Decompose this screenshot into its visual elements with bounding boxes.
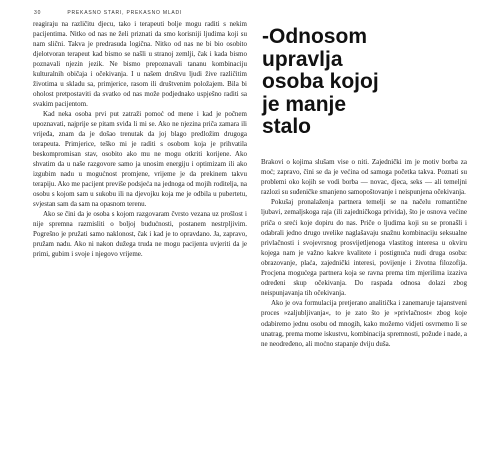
paragraph: reagiraju na različitu djecu, tako i terapeuti bolje mogu raditi s nekim pacijentima. Nitko od nas ne želi priznati da smo korisniji ljudima koji su nam slični. Takva je predrasuda logična. Nitko od nas ne bi bio osobito djelotvoran terapeut kad bismo se našli u stranoj zemlji, čak i kada bismo poznavali njezin jezik. Ne bismo prepoznavali tananu kombinaciju kulturalnih običaja i očekivanja. I u našem društvu ljudi žive različitim životima u skladu sa, primjerice, rasom ili društvenim položajem. Bila bi oholost pretpostaviti da svatko od nas može podjednako uspješno raditi sa svakim pacijentom.	[33, 20, 247, 108]
paragraph: Kad neka osoba prvi put zatraži pomoć od mene i kad je počnem upoznavati, najprije se pitam sviđa li mi se. Ako ne njezina priča zamara ili vrijeđa, znam da je došao trenutak da joj blago predložim drugoga terapeuta. Primjerice, teško mi je raditi s osobom koja je prihvatila beskompromisan stav, osobito ako mu ne mogu otkriti korijene. Ako shvatim da u naše razgovore samo ja unosim energiju i optimizam ili ako izgubim nadu u mogućnost promjene, vrijeme je da prekinem takvu terapiju. Ako me pacijent previše podsjeća na jednoga od mojih roditelja, na osobu s kojom sam u sukobu ili na djevojku koja me je odbila u pubertetu, svjestan sam da sam na opasnom terenu.	[33, 110, 247, 208]
paragraph: Brakovi o kojima slušam vise o niti. Zajednički im je motiv borba za moć; zapravo, čini se da je većina od samoga početka takva. Poznati su problemi oko kojih se vodi borba — novac, djeca, seks — ali temeljni razlozi su suđeničke smanjeno samopoštovanje i neispunjena očekivanja.	[261, 158, 467, 197]
paragraph: Pokušaj pronalaženja partnera temelji se na načelu romantične ljubavi, zemaljskoga raja (ili zajedničkoga prividа), što je osnova većine priča o sreći koje dopiru do nas. Priče o ljudima koji su se pronašli i odabrali jedno drugo uvelike naglašavaju snažnu kombinaciju seksualne privlačnosti i svojevrsnog prosvijetljenoga vlastitog interesa u okviru kojega nam je važno kakve kvalitete i postignuća nudi druga osoba: obrazovanje, plaća, zajednički interesi, povijenje i životna filozofija. Procjena mogućega partnera koja se ravna prema tim mjerilima izaziva određeni skup očekivanja. Do raspada odnosa dolazi zbog neispunjavanja tih očekivanja.	[261, 198, 467, 298]
pull-quote-line: je manje	[262, 92, 347, 116]
pull-quote	[262, 26, 462, 139]
running-title: PREKASNO STARI, PREKASNO MLADI	[67, 10, 183, 16]
page-number: 30	[34, 10, 42, 16]
left-text-column	[33, 19, 247, 259]
right-text-column	[261, 157, 467, 349]
pull-quote-line: -Odnosom	[262, 25, 367, 48]
pull-quote-line: stalo	[262, 115, 312, 138]
pull-quote-line: osoba kojoj	[262, 70, 379, 93]
paragraph: Ako se čini da je osoba s kojom razgovaram čvrsto vezana uz prošlost i nije spremna razmisliti o boljoj budućnosti, postanem nestrpljivim. Pogrešno je pružati samo naklonost, čak i kad je to opravdano. Ja, zapravo, pružam nadu. Ako ni nakon dužega truda ne mogu pacijenta uvjeriti da je primi, gubim i svoje i njegovo vrijeme.	[33, 210, 247, 258]
pull-quote-line: upravlja	[262, 47, 343, 71]
paragraph: Ako je ova formulacija pretjerano analitička i zanemaruje tajanstveni proces »zaljubljivanja«, to je zato što je »privlačnost« zbog koje odabiremo jednu osobu od mnogih, kako možemo vidjeti osvrnemo li se unatrag, prema mome iskustvu, kombinacija spremnosti, požude i nade, a ne neodređeno, ali moćno stapanje dviju duša.	[261, 299, 467, 348]
running-header	[34, 10, 182, 16]
